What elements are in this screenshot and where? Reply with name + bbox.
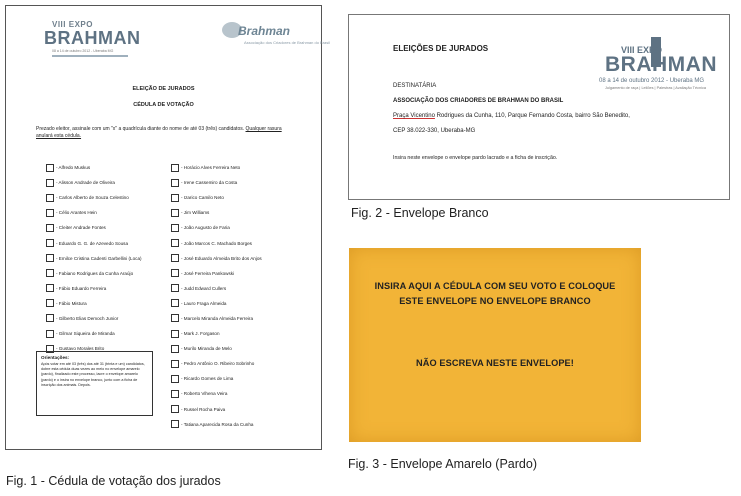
candidate-name: - Fábio Mistura — [56, 300, 87, 306]
candidate-checkbox[interactable] — [46, 284, 54, 292]
candidate-checkbox[interactable] — [171, 209, 179, 217]
address-underlined: Praça Vicentino — [393, 113, 435, 119]
candidate-checkbox[interactable] — [46, 164, 54, 172]
orientations-title: Orientações: — [41, 355, 70, 360]
candidate-item — [46, 220, 142, 235]
candidate-checkbox[interactable] — [46, 254, 54, 262]
candidate-item — [171, 402, 262, 417]
candidate-checkbox[interactable] — [171, 164, 179, 172]
candidate-checkbox[interactable] — [171, 239, 179, 247]
candidate-item — [171, 190, 262, 205]
yellow-envelope — [349, 248, 641, 442]
recipient-address — [393, 113, 630, 119]
candidate-item — [171, 220, 262, 235]
candidate-item — [46, 326, 142, 341]
candidate-item — [171, 205, 262, 220]
envelope-logo-line1: VIII EXPO — [621, 45, 663, 55]
candidate-name: - Russel Rocha Paiva — [181, 406, 226, 412]
candidate-checkbox[interactable] — [171, 420, 179, 428]
candidate-name: - Murilo Miranda de Melo — [181, 346, 232, 352]
candidate-checkbox[interactable] — [171, 345, 179, 353]
candidate-name: - Fábio Eduardo Ferreira — [56, 285, 107, 291]
instruction-text: Prezado eleitor, assinale com um "x" a quadrícula diante do nome de até 03 (três) candidatos. — [36, 126, 245, 132]
recipient-name: ASSOCIAÇÃO DOS CRIADORES DE BRAHMAN DO BRASIL — [393, 98, 564, 104]
caption-fig1: Fig. 1 - Cédula de votação dos jurados — [6, 474, 221, 488]
candidate-item — [171, 235, 262, 250]
candidate-name: - Tatiana Aparecida Rosa da Cunha — [181, 421, 254, 427]
candidate-checkbox[interactable] — [171, 284, 179, 292]
candidate-item — [46, 205, 142, 220]
envelope-title: ELEIÇÕES DE JURADOS — [393, 44, 489, 53]
candidate-name: - Fabiano Rodrigues da Cunha Araújo — [56, 270, 134, 276]
candidate-name: - Gilberto Elias Democh Junior — [56, 315, 119, 321]
ballot-instructions — [36, 126, 298, 140]
candidate-checkbox[interactable] — [46, 314, 54, 322]
candidate-name: - Judd Edward Cullers — [181, 285, 227, 291]
candidate-name: - Ricardo Gomes de Lima — [181, 376, 234, 382]
candidate-item — [46, 311, 142, 326]
candidate-item — [171, 296, 262, 311]
candidate-checkbox[interactable] — [46, 179, 54, 187]
expo-brahman-logo-envelope — [595, 35, 719, 97]
candidate-name: - Carlos Alberto de Souza Celestino — [56, 195, 129, 201]
candidate-item — [46, 266, 142, 281]
candidate-item — [171, 175, 262, 190]
ballot-title: ELEIÇÃO DE JURADOS — [132, 86, 195, 92]
instruction-underlined: Qualquer rasura anulará esta cédula. — [36, 126, 282, 139]
candidate-item — [46, 296, 142, 311]
candidate-checkbox[interactable] — [171, 269, 179, 277]
candidate-checkbox[interactable] — [171, 254, 179, 262]
expo-brahman-logo — [44, 20, 141, 60]
candidate-name: - Cleiter Andrade Fontes — [56, 225, 106, 231]
candidate-checkbox[interactable] — [46, 194, 54, 202]
candidate-checkbox[interactable] — [171, 390, 179, 398]
logo-name: Brahman — [238, 24, 291, 38]
candidate-item — [171, 371, 262, 386]
candidate-name: - Horácio Alves Ferreira Neto — [181, 165, 241, 171]
caption-fig2: Fig. 2 - Envelope Branco — [351, 206, 489, 220]
yellow-envelope-line1: INSIRA AQUI A CÉDULA COM SEU VOTO E COLOQUE — [374, 281, 616, 291]
candidate-item — [46, 251, 142, 266]
candidate-name: - Gilmar Siqueira de Miranda — [56, 331, 115, 337]
brahman-association-logo — [222, 20, 331, 54]
candidate-checkbox[interactable] — [171, 179, 179, 187]
candidate-checkbox[interactable] — [171, 194, 179, 202]
envelope-logo-line4: Julgamento de raça | Leilões | Palestras | Avaliação Técnica — [605, 86, 706, 90]
candidate-checkbox[interactable] — [46, 209, 54, 217]
candidate-name: - João Marcos C. Machado Borges — [181, 240, 252, 246]
candidate-name: - Izarico Camilo Neto — [181, 195, 224, 201]
candidate-name: - José Ferreira Pankowski — [181, 270, 235, 276]
white-envelope — [348, 14, 730, 200]
envelope-logo-line3: 08 a 14 de outubro 2012 - Uberaba MG — [599, 78, 705, 84]
logo-line3: 08 a 14 de outubro 2012 - Uberaba MG — [52, 49, 114, 53]
candidate-name: - Emilce Cristina Cadenti Garbellini (Loca) — [56, 255, 142, 261]
candidate-checkbox[interactable] — [46, 239, 54, 247]
candidate-checkbox[interactable] — [171, 375, 179, 383]
candidate-checkbox[interactable] — [46, 224, 54, 232]
candidate-name: - Pedro Antônio O. Ribeiro Sobrinho — [181, 361, 255, 367]
candidate-name: - João Augusto de Faria — [181, 225, 230, 231]
candidate-item — [46, 281, 142, 296]
candidate-name: - Irene Cassemiro da Costa — [181, 180, 238, 186]
candidate-checkbox[interactable] — [171, 314, 179, 322]
candidate-item — [171, 251, 262, 266]
candidate-item — [46, 190, 142, 205]
envelope-note: Insira neste envelope o envelope pardo lacrado e a ficha de inscrição. — [393, 155, 558, 161]
logo-bar — [52, 55, 128, 57]
candidate-item — [46, 175, 142, 190]
candidate-item — [171, 160, 262, 175]
candidate-name: - Lauro Fraga Almeida — [181, 300, 227, 306]
candidate-checkbox[interactable] — [46, 330, 54, 338]
candidate-name: - Eduardo G. G. de Azevedo Sousa — [56, 240, 129, 246]
candidate-name: - Jim Williams — [181, 210, 210, 216]
candidate-checkbox[interactable] — [171, 299, 179, 307]
candidate-checkbox[interactable] — [171, 360, 179, 368]
candidate-checkbox[interactable] — [46, 269, 54, 277]
address-rest: Rodrigues da Cunha, 110, Parque Fernando Costa, bairro São Benedito, — [434, 113, 630, 119]
candidate-item — [171, 311, 262, 326]
orientations-box — [36, 351, 153, 416]
candidate-name: - José Eduardo Almeida Brito dos Anjos — [181, 255, 262, 261]
candidates-column-left — [46, 160, 142, 356]
orientations-text: Após votar em até 03 (três) dos até 31 (trinta e um) candidatos, dobre esta cédula duas vezes ao meio no envelope amarelo (pardo), finalizado este processo, lacre o envelope amarelo (pardo) e o insira no envelope branco, junto com a ficha de inscrição dos animais. Depois. — [41, 362, 145, 387]
candidate-item — [171, 281, 262, 296]
candidate-item — [171, 386, 262, 401]
candidate-name: - Alisson Andrade de Oliveira — [56, 180, 115, 186]
candidates-column-right — [171, 160, 262, 432]
candidate-name: - Roberto Vihena Veira — [181, 391, 228, 397]
candidate-item — [46, 235, 142, 250]
logo-sub: Associação dos Criadores de Brahman do Brasil — [244, 40, 331, 45]
candidate-item — [171, 266, 262, 281]
yellow-envelope-line2: ESTE ENVELOPE NO ENVELOPE BRANCO — [399, 296, 591, 306]
candidate-name: - Gustavo Morales Brito — [56, 346, 105, 352]
logo-line1: VIII EXPO — [52, 20, 93, 29]
candidate-item — [46, 160, 142, 175]
recipient-cep: CEP 38.022-330, Uberaba-MG — [393, 128, 476, 134]
candidate-name: - Marcelo Miranda Almeida Ferreira — [181, 315, 253, 321]
candidate-item — [171, 341, 262, 356]
candidate-name: - Mark J. Forgason — [181, 331, 220, 337]
candidate-name: - Alfredo Muskus — [56, 165, 91, 171]
ballot-page — [5, 5, 331, 450]
candidate-name: - Célio Arantes Hein — [56, 210, 97, 216]
ballot-subtitle: CÉDULA DE VOTAÇÃO — [133, 102, 194, 108]
caption-fig3: Fig. 3 - Envelope Amarelo (Pardo) — [348, 457, 537, 471]
candidate-checkbox[interactable] — [171, 405, 179, 413]
candidate-item — [171, 417, 262, 432]
candidate-item — [171, 326, 262, 341]
candidate-checkbox[interactable] — [171, 330, 179, 338]
recipient-label: DESTINATÁRIA — [393, 83, 437, 89]
candidate-checkbox[interactable] — [171, 224, 179, 232]
logo-line2: BRAHMAN — [44, 28, 141, 48]
candidate-checkbox[interactable] — [46, 299, 54, 307]
envelope-logo-line2: BRAHMAN — [605, 53, 717, 76]
yellow-envelope-warning: NÃO ESCREVA NESTE ENVELOPE! — [416, 358, 574, 368]
candidate-item — [171, 356, 262, 371]
